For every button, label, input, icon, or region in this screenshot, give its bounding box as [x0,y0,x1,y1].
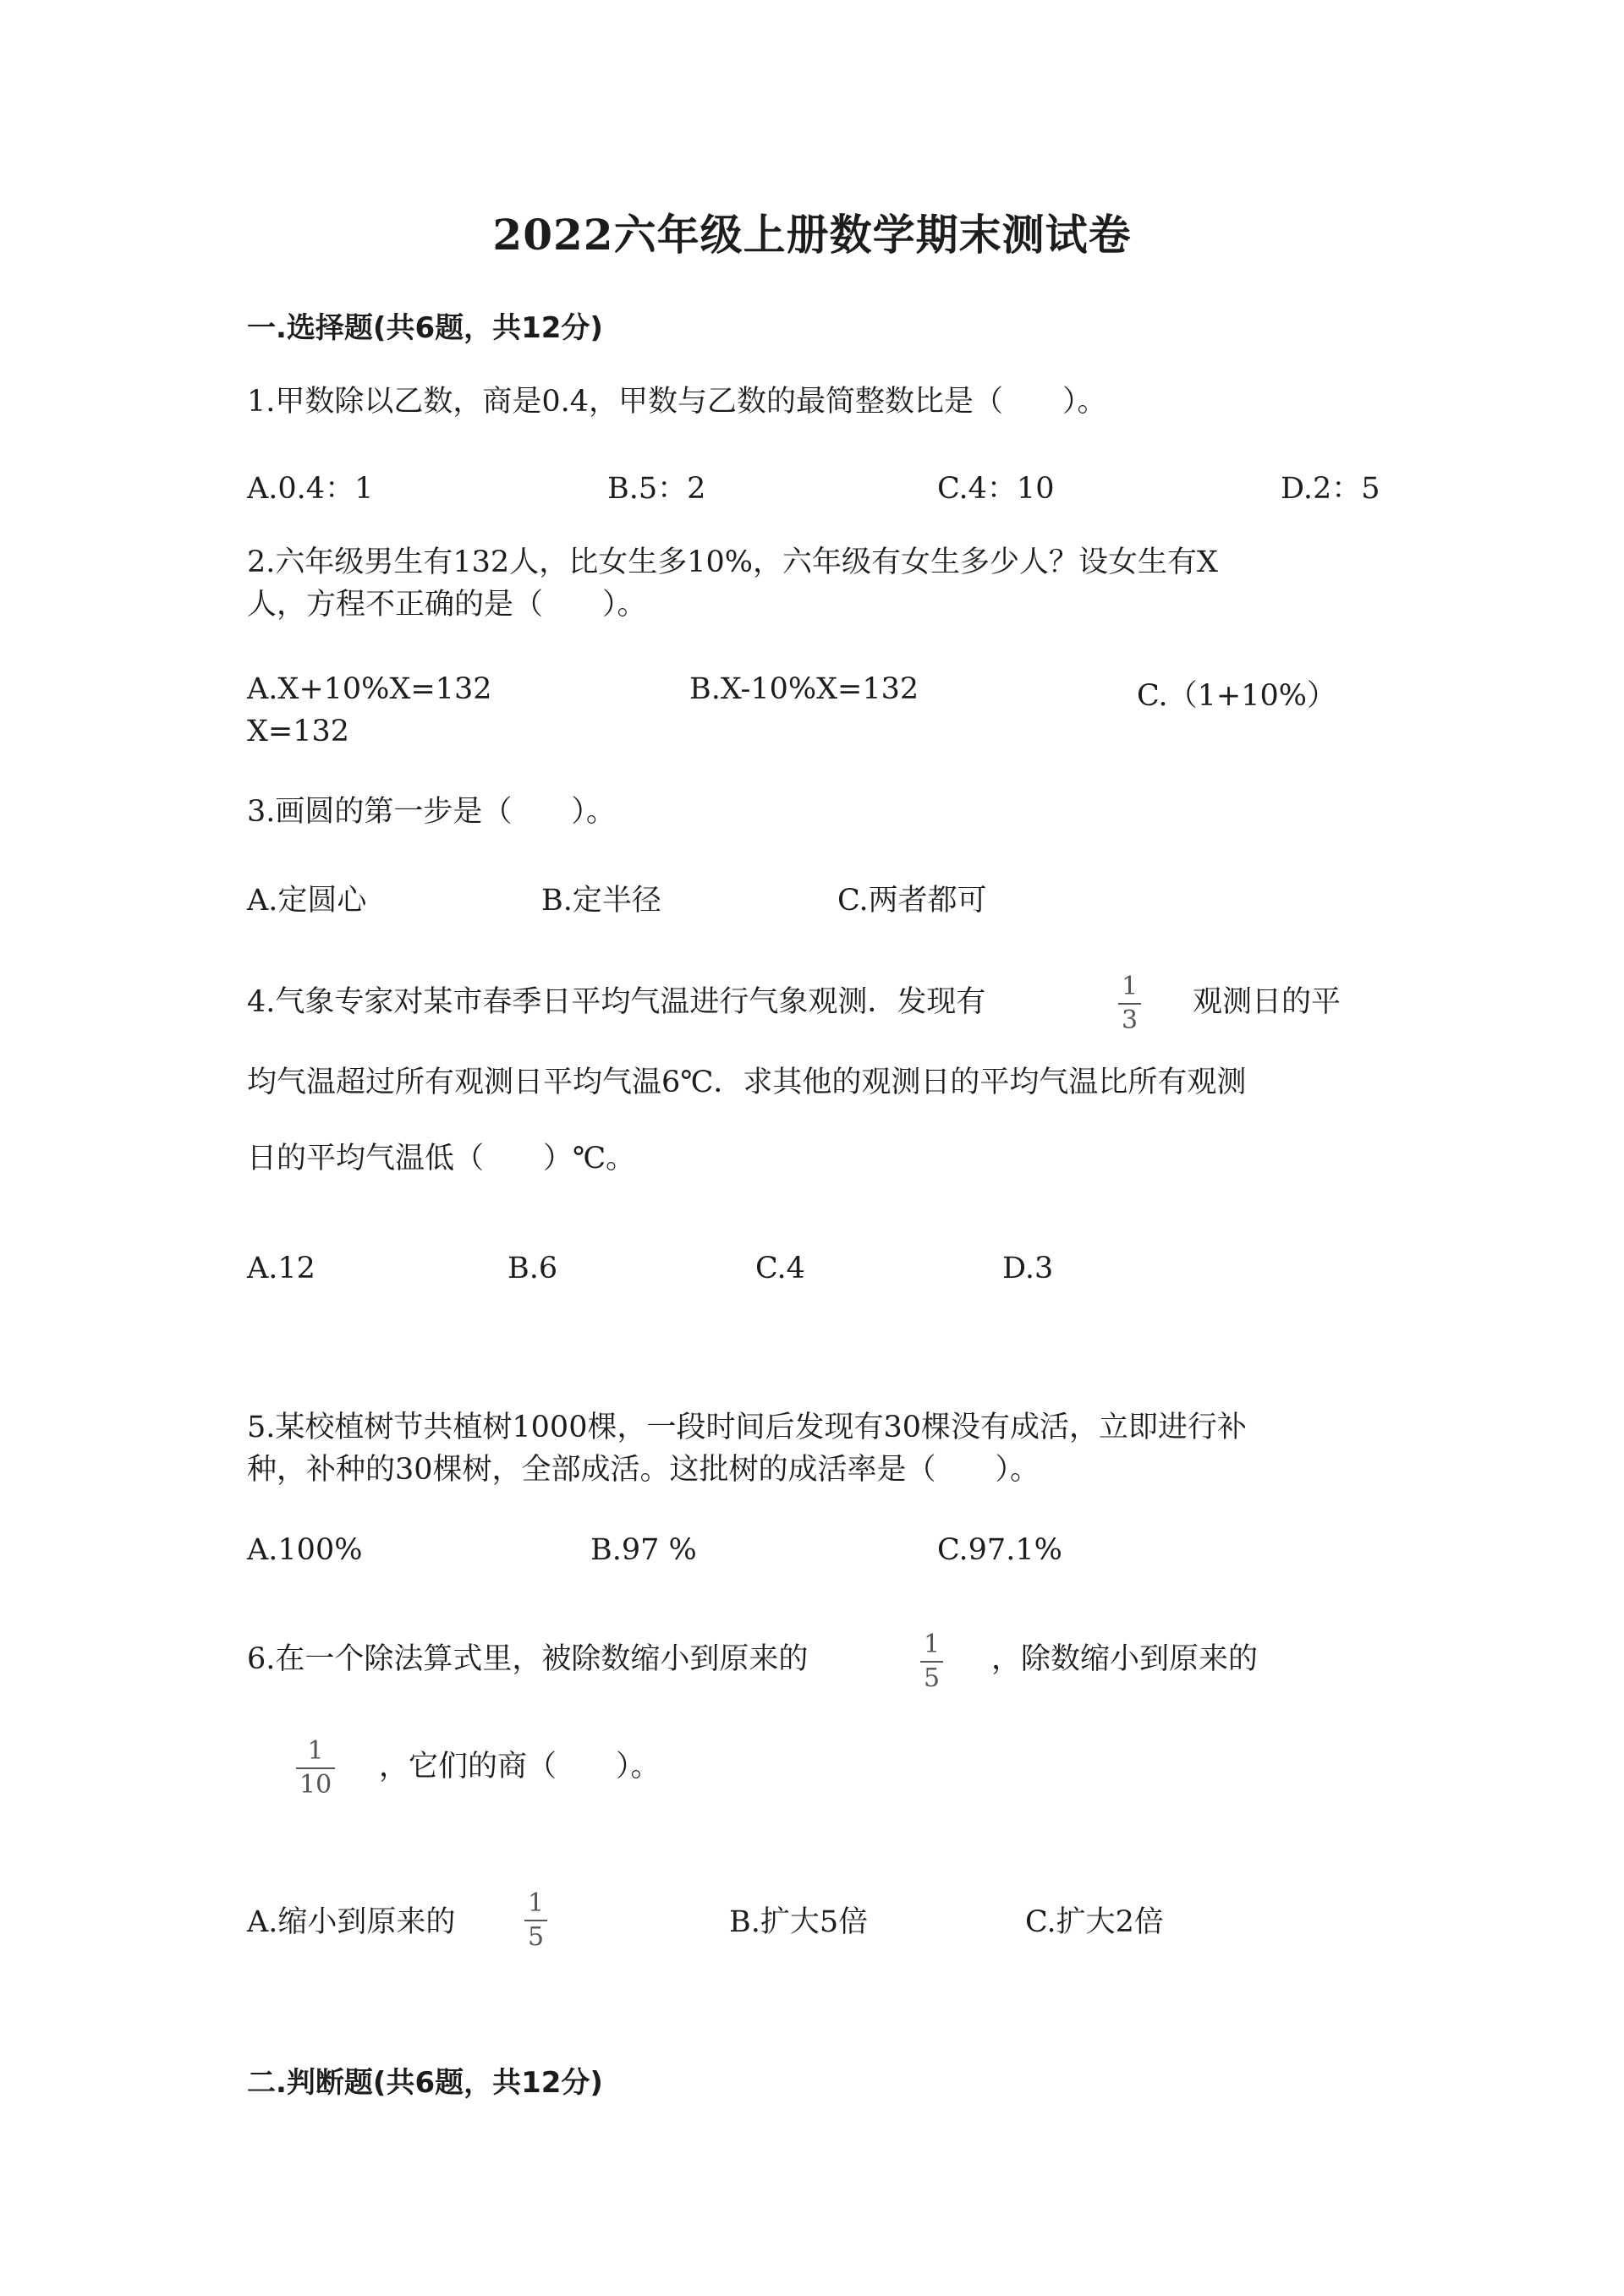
question-6-option-b: B.扩大5倍 [729,1905,869,1939]
fraction-numerator: 1 [924,1630,941,1659]
question-6-option-a-fraction [524,1888,547,1952]
question-3-stem: 3.画圆的第一步是（ ）。 [247,795,616,829]
question-2-option-c-cont: X=132 [247,715,350,748]
question-2-stem-line2: 人，方程不正确的是（ ）。 [247,588,647,622]
question-4-stem-line2: 均气温超过所有观测日平均气温6℃．求其他的观测日的平均气温比所有观测 [247,1066,1247,1099]
question-6-stem-part2: ，除数缩小到原来的 [991,1642,1259,1676]
question-5-stem-line1: 5.某校植树节共植树1000棵，一段时间后发现有30棵没有成活，立即进行补 [247,1411,1248,1444]
fraction-denominator: 10 [299,1770,332,1800]
question-3-option-b: B.定半径 [541,884,661,918]
question-6-fraction-1 [920,1632,943,1691]
fraction-denominator: 5 [528,1922,545,1952]
fraction-denominator: 5 [924,1663,941,1693]
question-2-option-b: B.X-10%X=132 [689,672,919,706]
fraction-denominator: 3 [1122,1006,1138,1035]
question-6-stem-part1: 6.在一个除法算式里，被除数缩小到原来的 [247,1642,809,1676]
question-2-stem-line1: 2.六年级男生有132人，比女生多10%，六年级有女生多少人？设女生有X [247,545,1218,579]
question-6-fraction-2 [296,1736,335,1800]
question-5-option-b: B.97 % [590,1533,697,1567]
section-heading-choice: 一.选择题(共6题，共12分) [247,311,603,345]
section-heading-judgement: 二.判断题(共6题，共12分) [247,2066,603,2100]
question-4-option-a: A.12 [247,1252,315,1285]
page-title: 2022六年级上册数学期末测试卷 [492,210,1132,260]
question-6-stem-part3: ，它们的商（ ）。 [379,1750,661,1784]
question-4-option-b: B.6 [508,1252,558,1285]
question-1-option-a: A.0.4：1 [247,472,374,506]
fraction-numerator: 1 [1122,972,1138,1001]
question-5-option-a: A.100% [247,1533,363,1567]
question-2-option-c: C.（1+10%） [1137,679,1337,713]
question-4-option-c: C.4 [755,1252,805,1285]
fraction-numerator: 1 [307,1736,324,1766]
question-4-fraction [1118,974,1141,1033]
question-5-option-c: C.97.1% [937,1533,1062,1567]
fraction-numerator: 1 [528,1888,545,1918]
question-6-option-c: C.扩大2倍 [1025,1905,1164,1939]
question-1-option-b: B.5：2 [607,472,706,506]
question-4-stem-part2: 观测日的平 [1193,985,1341,1019]
question-4-stem-part1: 4.气象专家对某市春季日平均气温进行气象观测．发现有 [247,985,986,1019]
question-6-option-a: A.缩小到原来的 [247,1905,456,1939]
question-1-option-d: D.2：5 [1281,472,1380,506]
question-2-option-a: A.X+10%X=132 [247,672,492,706]
question-3-option-a: A.定圆心 [247,884,367,918]
question-1-stem: 1.甲数除以乙数，商是0.4，甲数与乙数的最简整数比是（ ）。 [247,385,1107,419]
question-4-option-d: D.3 [1002,1252,1054,1285]
question-4-stem-line3: 日的平均气温低（ ）℃。 [247,1142,636,1175]
question-5-stem-line2: 种，补种的30棵树，全部成活。这批树的成活率是（ ）。 [247,1453,1040,1487]
question-1-option-c: C.4：10 [937,472,1055,506]
question-3-option-c: C.两者都可 [837,884,987,918]
